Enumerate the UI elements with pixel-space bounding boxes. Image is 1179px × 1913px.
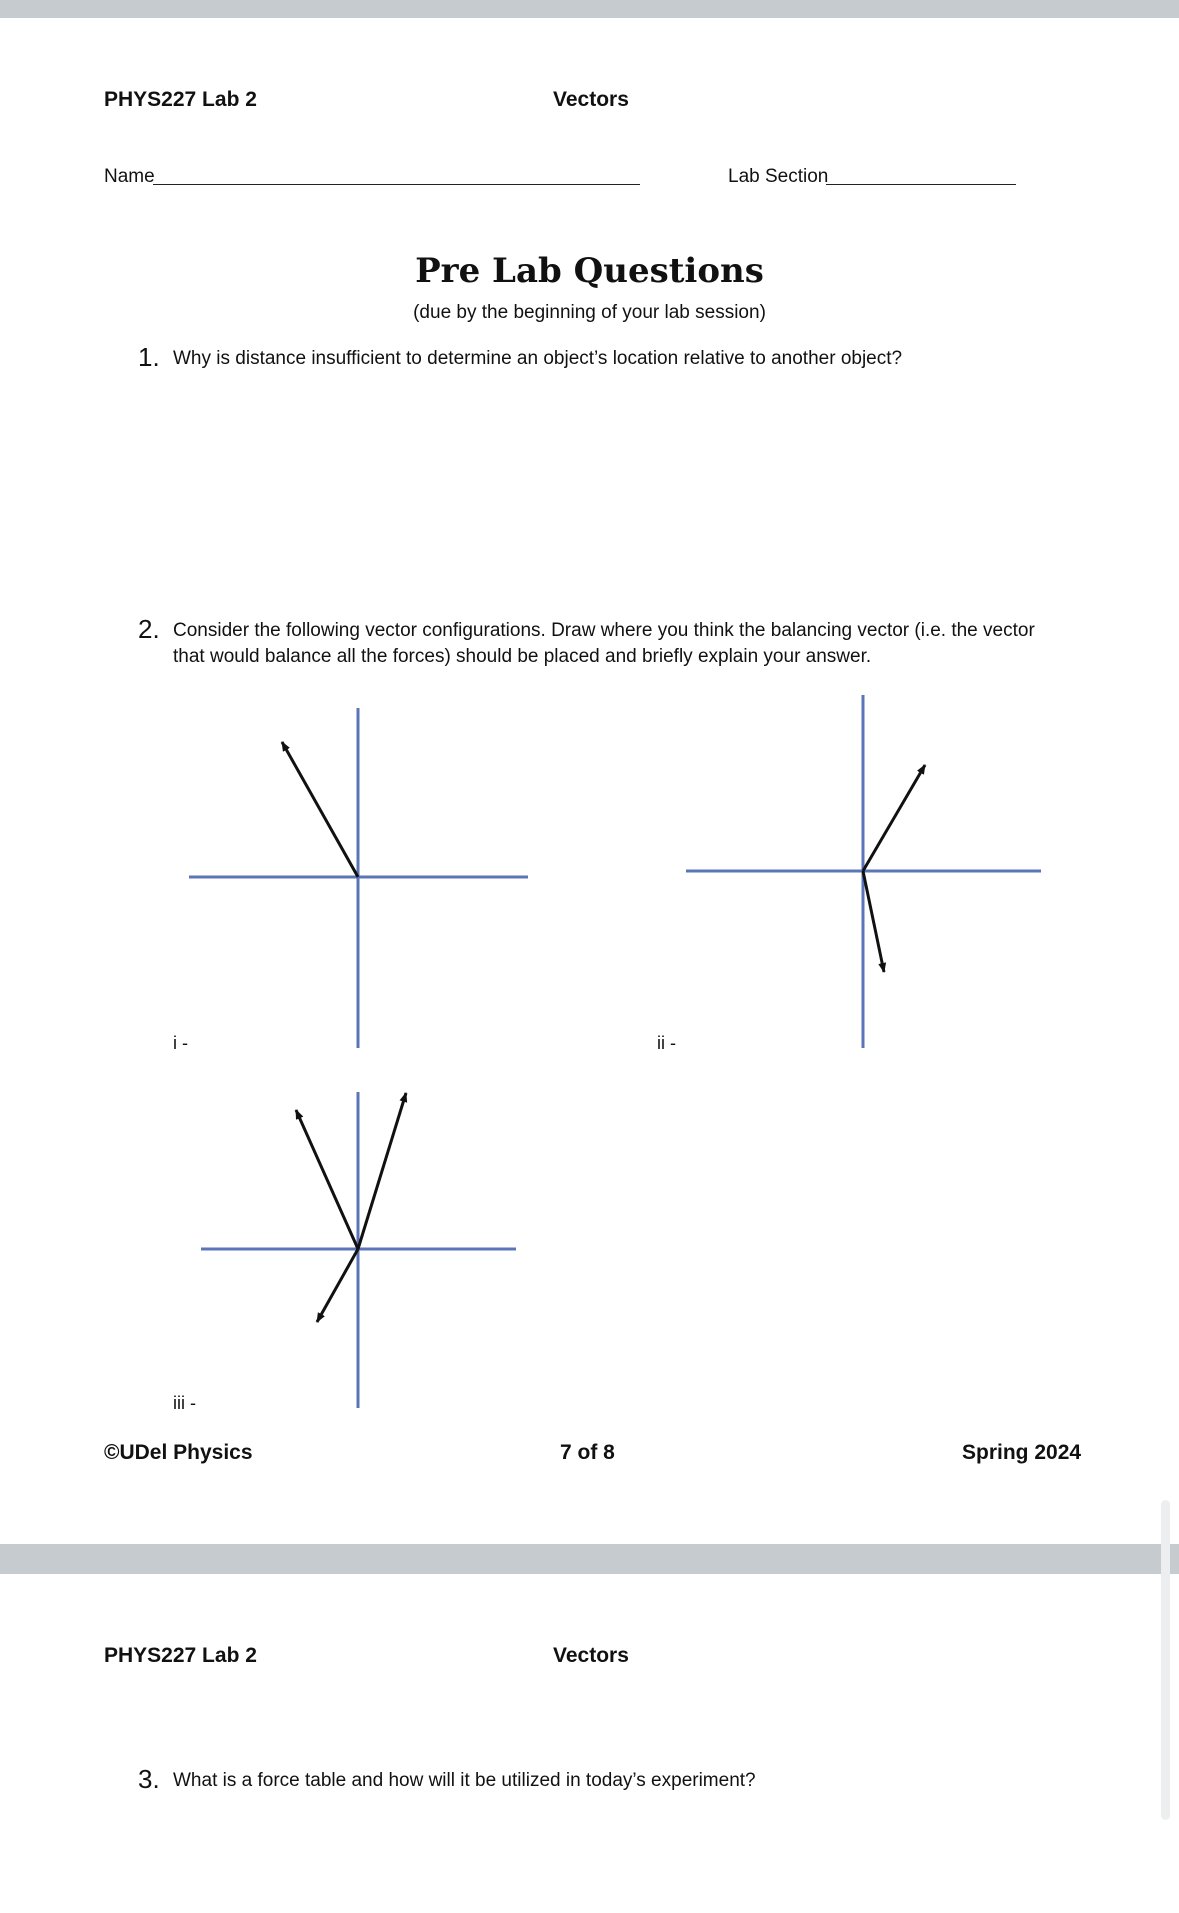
question-3-text: What is a force table and how will it be utilized in today’s experiment? [173,1770,756,1791]
footer-term: Spring 2024 [962,1441,1082,1464]
diagram-ii-vector-1 [863,765,925,871]
lab-section-label: Lab Section [728,166,829,187]
diagram-label-ii: ii - [657,1033,676,1053]
diagram-iii-vector-2 [358,1093,406,1249]
diagram-iii-vector-3 [317,1249,358,1322]
header-course: PHYS227 Lab 2 [104,88,257,111]
page-subtitle: (due by the beginning of your lab session) [413,302,766,323]
diagram-label-i: i - [173,1033,188,1053]
question-2-number: 2. [138,614,160,644]
vector-diagram-i [189,708,528,1048]
name-label: Name [104,166,155,187]
vertical-scrollbar[interactable] [1161,1500,1170,1820]
diagram-i-vector-1 [282,742,358,877]
question-2-text-line1: Consider the following vector configurations. Draw where you think the balancing vector (i.e. the vector [173,620,1035,641]
vector-diagram-iii [201,1092,516,1408]
question-1-number: 1. [138,342,160,372]
question-1-text: Why is distance insufficient to determine an object’s location relative to another object? [173,348,903,369]
diagram-iii-vector-1 [296,1110,358,1249]
footer-page-number: 7 of 8 [560,1441,615,1464]
diagram-ii-vector-2 [863,871,884,972]
header-topic-page-8: Vectors [553,1644,629,1667]
page-title: Pre Lab Questions [415,251,764,291]
header-topic: Vectors [553,88,629,111]
diagram-label-iii: iii - [173,1393,196,1413]
vector-diagram-ii [686,695,1041,1048]
question-2-text-line2: that would balance all the forces) should be placed and briefly explain your answer. [173,646,872,667]
question-3-number: 3. [138,1764,160,1794]
footer-copyright: ©UDel Physics [104,1441,253,1464]
header-course-page-8: PHYS227 Lab 2 [104,1644,257,1667]
